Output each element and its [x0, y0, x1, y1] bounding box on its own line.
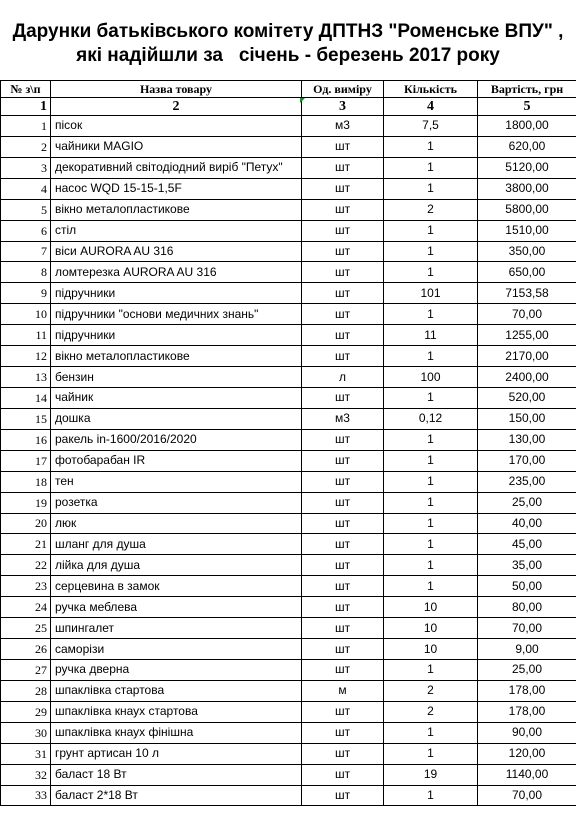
quantity-cell: 1: [384, 471, 478, 492]
row-number-cell: 27: [1, 659, 51, 680]
table-header-row: [1, 81, 576, 98]
unit-cell: шт: [302, 283, 384, 304]
item-name-cell: лійка для душа: [51, 555, 302, 576]
quantity-cell: 1: [384, 220, 478, 241]
value-cell: 70,00: [478, 304, 576, 325]
quantity-cell: 1: [384, 555, 478, 576]
quantity-cell: 1: [384, 513, 478, 534]
unit-cell: м: [302, 680, 384, 701]
table-row: [1, 220, 576, 241]
unit-cell: шт: [302, 450, 384, 471]
unit-cell: шт: [302, 639, 384, 660]
unit-cell: шт: [302, 743, 384, 764]
row-number-cell: 16: [1, 429, 51, 450]
unit-cell: шт: [302, 262, 384, 283]
item-name-cell: підручники: [51, 325, 302, 346]
quantity-cell: 1: [384, 387, 478, 408]
unit-cell: шт: [302, 346, 384, 367]
row-number-cell: 20: [1, 513, 51, 534]
value-cell: 620,00: [478, 136, 576, 157]
unit-cell: шт: [302, 618, 384, 639]
quantity-cell: 10: [384, 618, 478, 639]
value-cell: 70,00: [478, 618, 576, 639]
table-row: [1, 367, 576, 388]
table-row: [1, 116, 576, 137]
quantity-cell: 1: [384, 450, 478, 471]
value-cell: 40,00: [478, 513, 576, 534]
item-name-cell: розетка: [51, 492, 302, 513]
quantity-cell: 1: [384, 659, 478, 680]
item-name-cell: вікно металопластикове: [51, 199, 302, 220]
unit-cell: шт: [302, 136, 384, 157]
item-name-cell: баласт 18 Вт: [51, 764, 302, 785]
value-cell: 70,00: [478, 785, 576, 806]
quantity-cell: 1: [384, 136, 478, 157]
quantity-cell: 1: [384, 492, 478, 513]
value-cell: 235,00: [478, 471, 576, 492]
unit-cell: л: [302, 367, 384, 388]
unit-cell: шт: [302, 597, 384, 618]
row-number-cell: 29: [1, 701, 51, 722]
row-number-cell: 17: [1, 450, 51, 471]
quantity-cell: 1: [384, 157, 478, 178]
item-name-cell: шпаклівка кнаух фінішна: [51, 722, 302, 743]
unit-cell: шт: [302, 764, 384, 785]
column-number: 2: [51, 98, 302, 116]
table-row: [1, 639, 576, 660]
table-row: [1, 199, 576, 220]
table-row: [1, 450, 576, 471]
unit-cell: шт: [302, 429, 384, 450]
table-row: [1, 325, 576, 346]
table-row: [1, 346, 576, 367]
row-number-cell: 30: [1, 722, 51, 743]
row-number-cell: 12: [1, 346, 51, 367]
item-name-cell: стіл: [51, 220, 302, 241]
table-row: [1, 513, 576, 534]
column-header-value: Вартість, грн: [478, 81, 576, 98]
row-number-cell: 13: [1, 367, 51, 388]
unit-cell: шт: [302, 304, 384, 325]
table-row: [1, 722, 576, 743]
unit-cell: шт: [302, 178, 384, 199]
row-number-cell: 10: [1, 304, 51, 325]
table-row: [1, 764, 576, 785]
value-cell: 130,00: [478, 429, 576, 450]
item-name-cell: ракель in-1600/2016/2020: [51, 429, 302, 450]
row-number-cell: 23: [1, 576, 51, 597]
quantity-cell: 1: [384, 785, 478, 806]
value-cell: 25,00: [478, 659, 576, 680]
quantity-cell: 1: [384, 722, 478, 743]
unit-cell: шт: [302, 220, 384, 241]
value-cell: 7153,58: [478, 283, 576, 304]
row-number-cell: 19: [1, 492, 51, 513]
column-number-row: [1, 98, 576, 116]
table-row: [1, 178, 576, 199]
value-cell: 1800,00: [478, 116, 576, 137]
item-name-cell: ручка дверна: [51, 659, 302, 680]
table-row: [1, 555, 576, 576]
column-number: 3: [302, 98, 384, 116]
table-row: [1, 408, 576, 429]
unit-cell: шт: [302, 513, 384, 534]
row-number-cell: 6: [1, 220, 51, 241]
item-name-cell: насос WQD 15-15-1,5F: [51, 178, 302, 199]
quantity-cell: 101: [384, 283, 478, 304]
row-number-cell: 8: [1, 262, 51, 283]
table-row: [1, 262, 576, 283]
item-name-cell: люк: [51, 513, 302, 534]
item-name-cell: грунт артисан 10 л: [51, 743, 302, 764]
quantity-cell: 1: [384, 743, 478, 764]
column-header-quantity: Кількість: [384, 81, 478, 98]
unit-cell: шт: [302, 241, 384, 262]
document-title: [0, 0, 576, 80]
value-cell: 150,00: [478, 408, 576, 429]
value-cell: 80,00: [478, 597, 576, 618]
value-cell: 5800,00: [478, 199, 576, 220]
row-number-cell: 32: [1, 764, 51, 785]
unit-cell: шт: [302, 722, 384, 743]
quantity-cell: 100: [384, 367, 478, 388]
value-cell: 50,00: [478, 576, 576, 597]
unit-cell: м3: [302, 116, 384, 137]
table-row: [1, 492, 576, 513]
unit-cell: шт: [302, 387, 384, 408]
unit-cell: м3: [302, 408, 384, 429]
value-cell: 25,00: [478, 492, 576, 513]
table-row: [1, 597, 576, 618]
quantity-cell: 0,12: [384, 408, 478, 429]
unit-cell: шт: [302, 555, 384, 576]
unit-cell: шт: [302, 471, 384, 492]
unit-cell: шт: [302, 785, 384, 806]
table-row: [1, 680, 576, 701]
column-number: 1: [1, 98, 51, 116]
quantity-cell: 1: [384, 429, 478, 450]
column-number: 4: [384, 98, 478, 116]
item-name-cell: бензин: [51, 367, 302, 388]
column-header-unit: Од. виміру: [302, 81, 384, 98]
quantity-cell: 10: [384, 597, 478, 618]
item-name-cell: чайники MAGIO: [51, 136, 302, 157]
row-number-cell: 15: [1, 408, 51, 429]
table-row: [1, 136, 576, 157]
title-line-1: Дарунки батьківського комітету ДПТНЗ "Роменське ВПУ" ,: [12, 21, 564, 42]
item-name-cell: підручники "основи медичних знань": [51, 304, 302, 325]
value-cell: 3800,00: [478, 178, 576, 199]
row-number-cell: 7: [1, 241, 51, 262]
item-name-cell: вікно металопластикове: [51, 346, 302, 367]
table-row: [1, 534, 576, 555]
gifts-table: [0, 80, 576, 806]
table-row: [1, 387, 576, 408]
row-number-cell: 3: [1, 157, 51, 178]
value-cell: 178,00: [478, 701, 576, 722]
value-cell: 350,00: [478, 241, 576, 262]
item-name-cell: ломтерезка AURORA AU 316: [51, 262, 302, 283]
table-row: [1, 241, 576, 262]
quantity-cell: 1: [384, 346, 478, 367]
table-row: [1, 785, 576, 806]
value-cell: 90,00: [478, 722, 576, 743]
item-name-cell: підручники: [51, 283, 302, 304]
column-number: 5: [478, 98, 576, 116]
row-number-cell: 25: [1, 618, 51, 639]
value-cell: 120,00: [478, 743, 576, 764]
row-number-cell: 33: [1, 785, 51, 806]
row-number-cell: 21: [1, 534, 51, 555]
item-name-cell: пісок: [51, 116, 302, 137]
table-row: [1, 429, 576, 450]
item-name-cell: декоративний світодіодний виріб "Петух": [51, 157, 302, 178]
row-number-cell: 2: [1, 136, 51, 157]
item-name-cell: тен: [51, 471, 302, 492]
unit-cell: шт: [302, 701, 384, 722]
unit-cell: шт: [302, 199, 384, 220]
item-name-cell: фотобарабан IR: [51, 450, 302, 471]
quantity-cell: 11: [384, 325, 478, 346]
value-cell: 1255,00: [478, 325, 576, 346]
value-cell: 1510,00: [478, 220, 576, 241]
unit-cell: шт: [302, 325, 384, 346]
value-cell: 170,00: [478, 450, 576, 471]
item-name-cell: віси AURORA AU 316: [51, 241, 302, 262]
item-name-cell: дошка: [51, 408, 302, 429]
quantity-cell: 1: [384, 178, 478, 199]
unit-cell: шт: [302, 534, 384, 555]
table-row: [1, 157, 576, 178]
quantity-cell: 2: [384, 199, 478, 220]
item-name-cell: саморізи: [51, 639, 302, 660]
row-number-cell: 1: [1, 116, 51, 137]
row-number-cell: 18: [1, 471, 51, 492]
quantity-cell: 1: [384, 241, 478, 262]
table-row: [1, 701, 576, 722]
table-row: [1, 576, 576, 597]
table-row: [1, 471, 576, 492]
item-name-cell: серцевина в замок: [51, 576, 302, 597]
table-row: [1, 618, 576, 639]
table-row: [1, 283, 576, 304]
quantity-cell: 19: [384, 764, 478, 785]
comment-indicator-icon: [300, 98, 305, 103]
value-cell: 520,00: [478, 387, 576, 408]
quantity-cell: 1: [384, 576, 478, 597]
quantity-cell: 10: [384, 639, 478, 660]
value-cell: 2170,00: [478, 346, 576, 367]
item-name-cell: ручка меблева: [51, 597, 302, 618]
unit-cell: шт: [302, 659, 384, 680]
item-name-cell: чайник: [51, 387, 302, 408]
row-number-cell: 11: [1, 325, 51, 346]
unit-cell: шт: [302, 576, 384, 597]
quantity-cell: 7,5: [384, 116, 478, 137]
quantity-cell: 2: [384, 701, 478, 722]
column-header-name: Назва товару: [51, 81, 302, 98]
quantity-cell: 1: [384, 534, 478, 555]
value-cell: 650,00: [478, 262, 576, 283]
item-name-cell: шпингалет: [51, 618, 302, 639]
quantity-cell: 1: [384, 262, 478, 283]
value-cell: 2400,00: [478, 367, 576, 388]
item-name-cell: шпаклівка кнаух стартова: [51, 701, 302, 722]
table-row: [1, 304, 576, 325]
quantity-cell: 2: [384, 680, 478, 701]
table-row: [1, 743, 576, 764]
value-cell: 45,00: [478, 534, 576, 555]
value-cell: 9,00: [478, 639, 576, 660]
value-cell: 35,00: [478, 555, 576, 576]
row-number-cell: 31: [1, 743, 51, 764]
value-cell: 5120,00: [478, 157, 576, 178]
row-number-cell: 5: [1, 199, 51, 220]
item-name-cell: шпаклівка стартова: [51, 680, 302, 701]
row-number-cell: 22: [1, 555, 51, 576]
row-number-cell: 28: [1, 680, 51, 701]
row-number-cell: 9: [1, 283, 51, 304]
item-name-cell: баласт 2*18 Вт: [51, 785, 302, 806]
value-cell: 178,00: [478, 680, 576, 701]
row-number-cell: 4: [1, 178, 51, 199]
item-name-cell: шланг для душа: [51, 534, 302, 555]
quantity-cell: 1: [384, 304, 478, 325]
row-number-cell: 24: [1, 597, 51, 618]
row-number-cell: 26: [1, 639, 51, 660]
value-cell: 1140,00: [478, 764, 576, 785]
title-line-2: які надійшли за січень - березень 2017 року: [76, 45, 500, 66]
unit-cell: шт: [302, 157, 384, 178]
column-header-index: № з\п: [1, 81, 51, 98]
table-row: [1, 659, 576, 680]
unit-cell: шт: [302, 492, 384, 513]
row-number-cell: 14: [1, 387, 51, 408]
